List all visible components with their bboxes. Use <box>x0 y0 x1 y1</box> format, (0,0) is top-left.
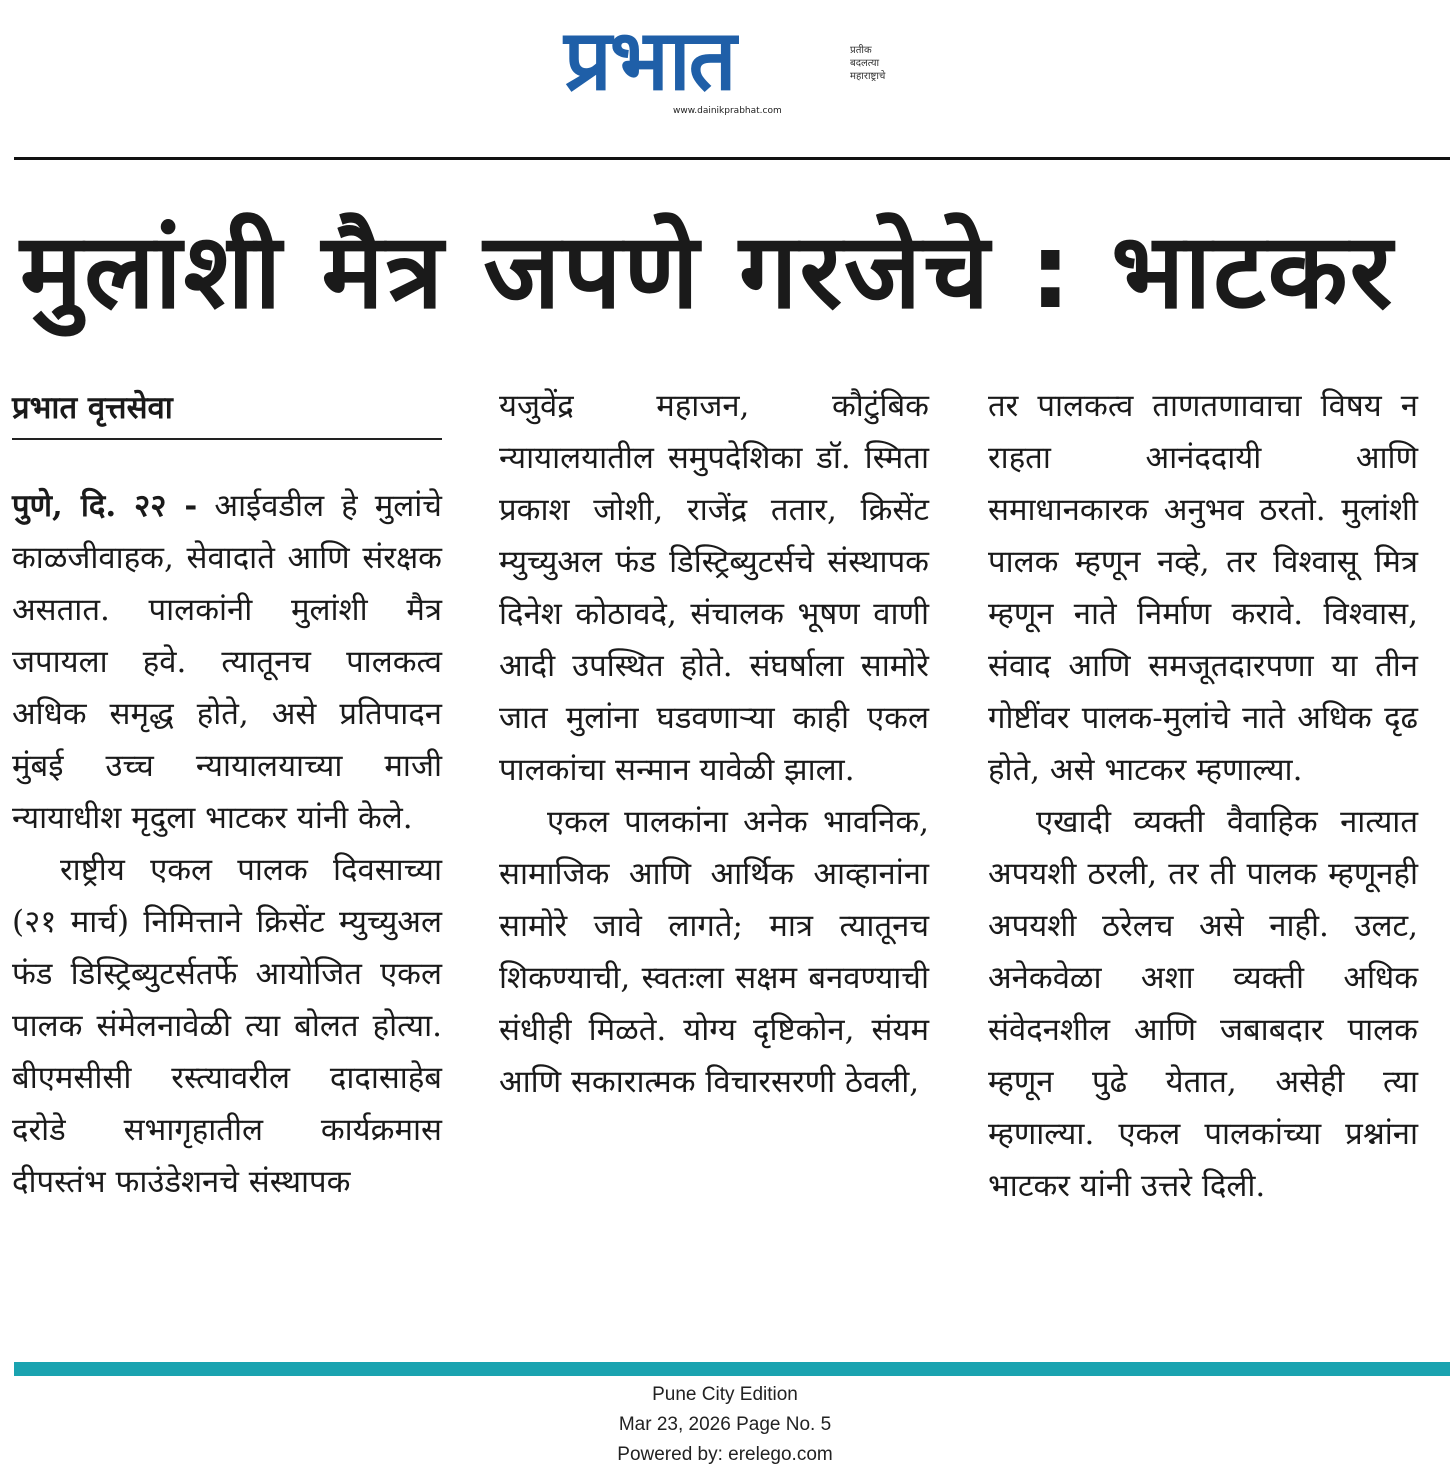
website-url: www.dainikprabhat.com <box>673 106 782 116</box>
article-column-3 <box>988 380 1418 1212</box>
tagline-line-1: प्रतीक <box>850 45 872 56</box>
article-column-1 <box>12 380 442 1208</box>
paragraph-3: यजुवेंद्र महाजन, कौटुंबिक न्यायालयातील समुपदेशिका डॉ. स्मिता प्रकाश जोशी, राजेंद्र ततार, क्रिसेंट म्युच्युअल फंड डिस्ट्रिब्युटर्सचे संस्थापक दिनेश कोठावदे, संचालक भूषण वाणी आदी उपस्थित होते. संघर्षाला सामोरे जात मुलांना घडवणाऱ्या काही एकल पालकांचा सन्मान यावेळी झाला. <box>499 388 929 788</box>
newspaper-logo <box>564 11 854 112</box>
paragraph-1 <box>12 480 442 844</box>
paragraph-6: एखादी व्यक्ती वैवाहिक नात्यात अपयशी ठरली, तर ती पालक म्हणूनही अपयशी ठरेलच असे नाही. उलट, अनेकवेळा अशा व्यक्ती अधिक संवेदनशील आणि जबाबदार पालक म्हणून पुढे येतात, असेही त्या म्हणाल्या. एकल पालकांच्या प्रश्नांना भाटकर यांनी उत्तरे दिली. <box>988 804 1418 1204</box>
page-footer <box>0 1380 1450 1470</box>
paragraph-2: राष्ट्रीय एकल पालक दिवसाच्या (२१ मार्च) निमित्ताने क्रिसेंट म्युच्युअल फंड डिस्ट्रिब्युटर्सतर्फे आयोजित एकल पालक संमेलनावेळी त्या बोलत होत्या. बीएमसीसी रस्त्यावरील दादासाहेब दरोडे सभागृहातील कार्यक्रमास दीपस्तंभ फाउंडेशनचे संस्थापक <box>12 852 442 1200</box>
paragraph-5: तर पालकत्व ताणतणावाचा विषय न राहता आनंददायी आणि समाधानकारक अनुभव ठरतो. मुलांशी पालक म्हणून नव्हे, तर विश्वासू मित्र म्हणून नाते निर्माण करावे. विश्वास, संवाद आणि समजूतदारपणा या तीन गोष्टींवर पालक-मुलांचे नाते अधिक दृढ होते, असे भाटकर म्हणाल्या. <box>988 388 1418 788</box>
paragraph-1-text: आईवडील हे मुलांचे काळजीवाहक, सेवादाते आणि संरक्षक असतात. पालकांनी मुलांशी मैत्र जपायला हवे. त्यातूनच पालकत्व अधिक समृद्ध होते, असे प्रतिपादन मुंबई उच्च न्यायालयाच्या माजी न्यायाधीश मृदुला भाटकर यांनी केले. <box>12 488 442 836</box>
dateline: पुणे, दि. २२ - <box>12 488 198 524</box>
tagline-line-3: महाराष्ट्राचे <box>850 71 886 82</box>
masthead <box>0 0 1450 150</box>
paragraph-4: एकल पालकांना अनेक भावनिक, सामाजिक आणि आर्थिक आव्हानांना सामोरे जावे लागते; मात्र त्यातूनच शिकण्याची, स्वतःला सक्षम बनवण्याची संधीही मिळते. योग्य दृष्टिकोन, संयम आणि सकारात्मक विचारसरणी ठेवली, <box>499 804 929 1100</box>
powered-by-label: Powered by: erelego.com <box>617 1444 833 1465</box>
edition-label: Pune City Edition <box>652 1384 798 1405</box>
logo-tagline <box>850 44 910 83</box>
headline: मुलांशी मैत्र जपणे गरजेचे : भाटकर <box>20 210 1395 332</box>
tagline-line-2: बदलत्या <box>850 58 880 69</box>
footer-bar <box>14 1362 1450 1376</box>
logo-text: प्रभात <box>564 11 735 109</box>
date-page-label: Mar 23, 2026 Page No. 5 <box>618 1414 832 1435</box>
byline: प्रभात वृत्तसेवा <box>12 380 442 440</box>
masthead-divider <box>14 157 1450 160</box>
article-column-2 <box>499 380 929 1108</box>
